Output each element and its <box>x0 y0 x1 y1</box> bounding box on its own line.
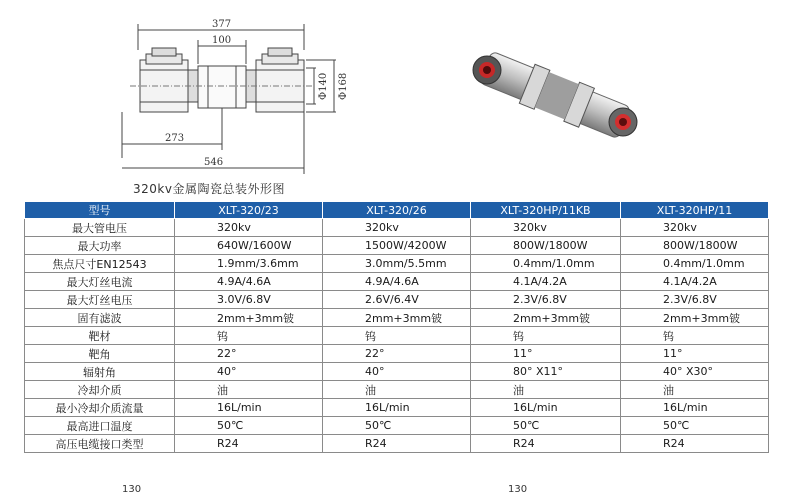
cell-value: 22° <box>175 345 323 363</box>
header-col-3: XLT-320HP/11KB <box>471 202 621 219</box>
cell-value: 11° <box>471 345 621 363</box>
cell-value: 11° <box>621 345 769 363</box>
cell-value: 0.4mm/1.0mm <box>471 255 621 273</box>
table-row <box>25 417 769 435</box>
dim-273: 273 <box>165 133 185 144</box>
table-row <box>25 291 769 309</box>
cell-value: 16L/min <box>323 399 471 417</box>
cell-value: 钨 <box>175 327 323 345</box>
row-label: 高压电缆接口类型 <box>25 435 175 453</box>
row-label: 最大管电压 <box>25 219 175 237</box>
cell-value: 油 <box>471 381 621 399</box>
cell-value: 油 <box>175 381 323 399</box>
cell-value: 16L/min <box>175 399 323 417</box>
cell-value: 50℃ <box>175 417 323 435</box>
drawing-caption: 320kv金属陶瓷总装外形图 <box>133 182 285 196</box>
cell-value: 40° <box>323 363 471 381</box>
header-col-1: XLT-320/23 <box>175 202 323 219</box>
row-label: 最小冷却介质流量 <box>25 399 175 417</box>
xray-tube-photo <box>455 40 655 150</box>
row-label: 冷却介质 <box>25 381 175 399</box>
dim-546: 546 <box>204 157 224 168</box>
cell-value: 800W/1800W <box>471 237 621 255</box>
cell-value: 0.4mm/1.0mm <box>621 255 769 273</box>
header-col-4: XLT-320HP/11 <box>621 202 769 219</box>
cell-value: 16L/min <box>621 399 769 417</box>
header-col-2: XLT-320/26 <box>323 202 471 219</box>
table-row <box>25 435 769 453</box>
cell-value: 油 <box>621 381 769 399</box>
cell-value: 钨 <box>323 327 471 345</box>
cell-value: 2mm+3mm铍 <box>621 309 769 327</box>
bottom-dim-right: 130 <box>508 484 528 495</box>
cell-value: 50℃ <box>621 417 769 435</box>
table-row <box>25 237 769 255</box>
row-label: 焦点尺寸EN12543 <box>25 255 175 273</box>
cell-value: 2.3V/6.8V <box>621 291 769 309</box>
cell-value: 4.1A/4.2A <box>621 273 769 291</box>
row-label: 最大灯丝电压 <box>25 291 175 309</box>
dim-377: 377 <box>212 19 232 30</box>
cell-value: 2mm+3mm铍 <box>471 309 621 327</box>
bottom-dim-left: 130 <box>122 484 142 495</box>
cell-value: 油 <box>323 381 471 399</box>
cell-value: 钨 <box>471 327 621 345</box>
table-row <box>25 363 769 381</box>
cell-value: 16L/min <box>471 399 621 417</box>
cell-value: 50℃ <box>471 417 621 435</box>
cell-value: 2mm+3mm铍 <box>175 309 323 327</box>
cell-value: 640W/1600W <box>175 237 323 255</box>
cell-value: 4.9A/4.6A <box>323 273 471 291</box>
cell-value: 4.1A/4.2A <box>471 273 621 291</box>
cell-value: R24 <box>621 435 769 453</box>
cell-value: 1500W/4200W <box>323 237 471 255</box>
row-label: 最大灯丝电流 <box>25 273 175 291</box>
table-row <box>25 273 769 291</box>
table-row <box>25 381 769 399</box>
header-model: 型号 <box>25 202 175 219</box>
cell-value: R24 <box>471 435 621 453</box>
cell-value: 40° X30° <box>621 363 769 381</box>
row-label: 靶角 <box>25 345 175 363</box>
row-label: 辐射角 <box>25 363 175 381</box>
cell-value: 2.3V/6.8V <box>471 291 621 309</box>
cell-value: R24 <box>175 435 323 453</box>
cell-value: 40° <box>175 363 323 381</box>
cell-value: 3.0V/6.8V <box>175 291 323 309</box>
cell-value: 80° X11° <box>471 363 621 381</box>
cell-value: 50℃ <box>323 417 471 435</box>
dim-100: 100 <box>212 35 232 46</box>
row-label: 固有滤波 <box>25 309 175 327</box>
dim-dia-140: Φ140 <box>318 72 329 100</box>
cell-value: 800W/1800W <box>621 237 769 255</box>
cell-value: 2.6V/6.4V <box>323 291 471 309</box>
table-row <box>25 255 769 273</box>
table-row <box>25 327 769 345</box>
table-row <box>25 345 769 363</box>
table-row <box>25 399 769 417</box>
cell-value: 320kv <box>175 219 323 237</box>
cell-value: 3.0mm/5.5mm <box>323 255 471 273</box>
cell-value: 22° <box>323 345 471 363</box>
table-row <box>25 309 769 327</box>
row-label: 靶材 <box>25 327 175 345</box>
row-label: 最高进口温度 <box>25 417 175 435</box>
cell-value: 1.9mm/3.6mm <box>175 255 323 273</box>
cell-value: 4.9A/4.6A <box>175 273 323 291</box>
cell-value: 2mm+3mm铍 <box>323 309 471 327</box>
spec-header-row <box>25 202 769 219</box>
cell-value: 320kv <box>621 219 769 237</box>
tube-outline-drawing <box>100 8 360 178</box>
table-row <box>25 219 769 237</box>
spec-table <box>24 201 769 453</box>
dim-dia-168: Φ168 <box>338 72 349 100</box>
row-label: 最大功率 <box>25 237 175 255</box>
cell-value: 钨 <box>621 327 769 345</box>
cell-value: 320kv <box>471 219 621 237</box>
cell-value: 320kv <box>323 219 471 237</box>
cell-value: R24 <box>323 435 471 453</box>
